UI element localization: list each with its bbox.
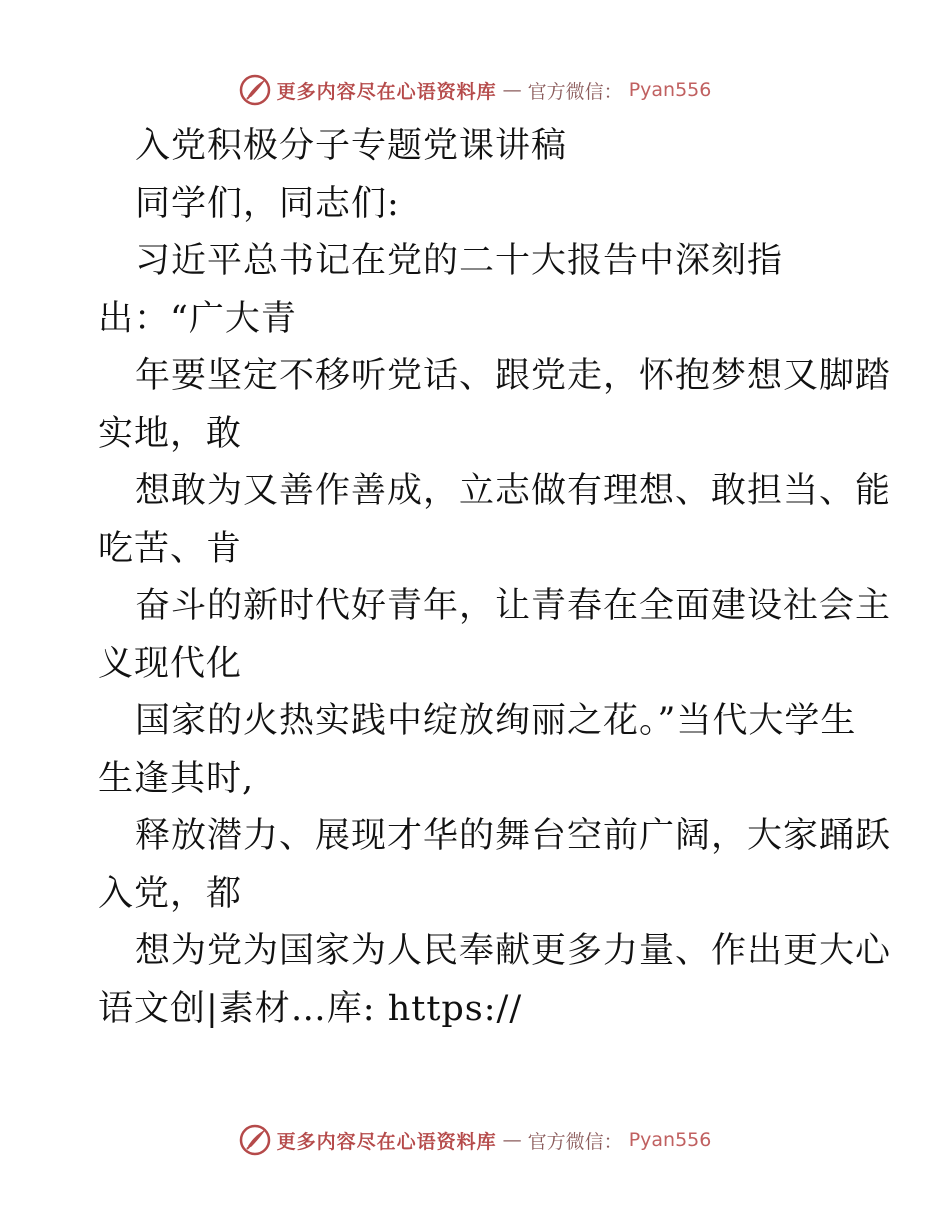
paragraph-line: 想敢为又善作善成，立志做有理想、敢担当、能 xyxy=(135,471,892,511)
document-title: 入党积极分子专题党课讲稿 xyxy=(135,126,568,166)
header-watermark-banner xyxy=(0,70,950,110)
paragraph-line: 入党，都 xyxy=(98,873,243,914)
paragraph-line: 想为党为国家为人民奉献更多力量、作出更大心 xyxy=(135,931,892,971)
paragraph-line: 吃苦、肯 xyxy=(98,528,243,569)
banner-promo-text: 更多内容尽在心语资料库 xyxy=(276,80,497,103)
paragraph-line: 习近平总书记在党的二十大报告中深刻指 xyxy=(135,241,784,281)
paragraph-line: 释放潜力、展现才华的舞台空前广阔，大家踊跃 xyxy=(135,816,892,856)
paragraph-line: 奋斗的新时代好青年，让青春在全面建设社会主 xyxy=(135,586,892,626)
paragraph-line: 实地，敢 xyxy=(98,413,243,454)
quill-logo-icon xyxy=(239,1124,271,1156)
paragraph-line: 年要坚定不移听党话、跟党走，怀抱梦想又脚踏 xyxy=(135,356,892,396)
banner-promo-text: 更多内容尽在心语资料库 xyxy=(276,1130,497,1153)
paragraph-line: 国家的火热实践中绽放绚丽之花。”当代大学生 xyxy=(135,701,857,741)
paragraph-line: 语文创|素材…库: https:// xyxy=(98,988,523,1029)
banner-separator: — xyxy=(502,79,522,101)
banner-separator: — xyxy=(502,1129,522,1151)
paragraph-line: 义现代化 xyxy=(98,643,243,684)
document-body xyxy=(98,118,892,1038)
banner-wechat-id: Pyan556 xyxy=(628,1129,712,1151)
salutation: 同学们，同志们: xyxy=(135,183,400,224)
footer-watermark-banner xyxy=(0,1120,950,1160)
banner-wechat-label: 官方微信： xyxy=(527,1130,623,1153)
quill-logo-icon xyxy=(239,74,271,106)
paragraph-line: 生逢其时, xyxy=(98,758,255,799)
banner-wechat-id: Pyan556 xyxy=(628,79,712,101)
banner-wechat-label: 官方微信： xyxy=(527,80,623,103)
paragraph-line: 出：“广大青 xyxy=(98,298,297,339)
